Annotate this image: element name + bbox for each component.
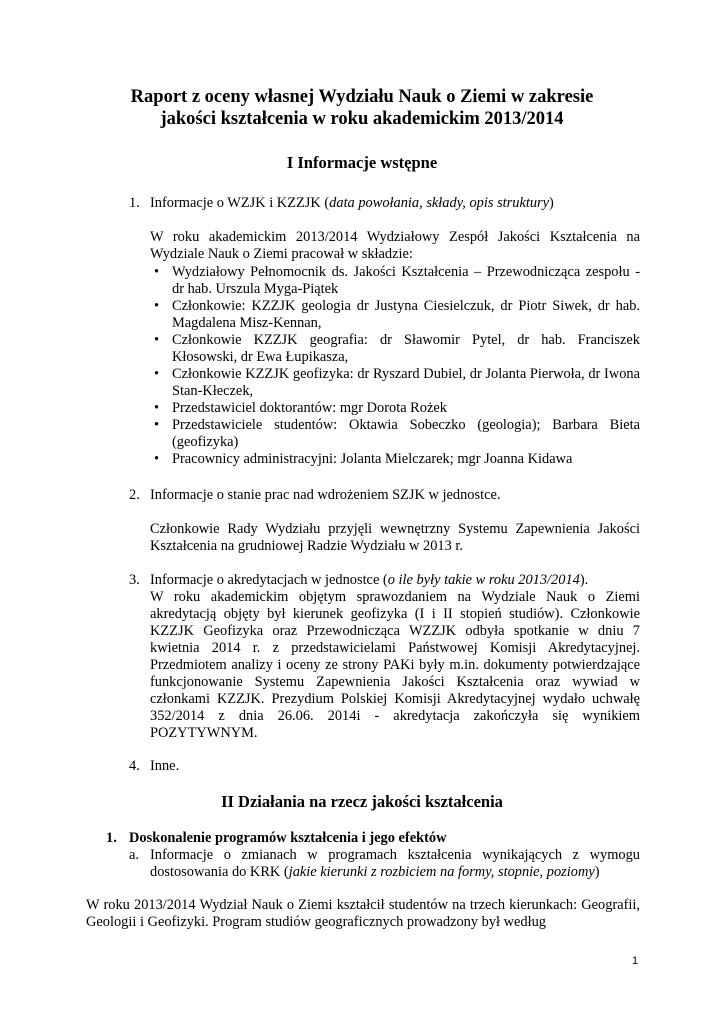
item-3-italic: o ile były takie w roku 2013/2014 <box>387 572 580 588</box>
page-title <box>100 86 624 130</box>
list-item: • Przedstawiciel doktorantów: mgr Dorota Rożek <box>154 400 447 416</box>
list-item: • Członkowie KZZJK geofizyka: dr Ryszard Dubiel, dr Jolanta Pierwoła, dr Iwona Stan-Kłeczek, <box>154 366 640 399</box>
item-3-heading <box>150 572 588 589</box>
page-number: 1 <box>632 955 639 967</box>
section-1-heading: I Informacje wstępne <box>286 153 438 172</box>
title-line-1: Raport z oceny własnej Wydziału Nauk o Ziemi w zakresie <box>130 87 594 107</box>
title-line-2: jakości kształcenia w roku akademickim 2013/2014 <box>160 109 564 129</box>
bullet-icon: • <box>154 298 160 314</box>
committee-list <box>150 264 640 468</box>
bullet-icon: • <box>154 451 160 467</box>
item-1-heading <box>150 195 554 212</box>
section-2-heading: II Działania na rzecz jakości kształcenia <box>221 792 503 811</box>
item-2-number: 2. <box>129 487 140 503</box>
bullet-icon: • <box>154 400 160 416</box>
bullet-icon: • <box>154 417 160 433</box>
bullet-icon: • <box>154 332 160 348</box>
item-1-italic: data powołania, składy, opis struktury <box>329 195 550 211</box>
item-1-number: 1. <box>129 195 140 211</box>
item-1-text: Informacje o WZJK i KZZJK ( <box>150 195 330 211</box>
sub-1a-close: ) <box>594 864 600 880</box>
item-4-number: 4. <box>129 758 140 774</box>
list-item: • Członkowie KZZJK geografia: dr Sławomir Pytel, dr hab. Franciszek Kłosowski, dr Ewa Łupikasza, <box>154 332 640 365</box>
item-3-paragraph: W roku akademickim objętym sprawozdaniem na Wydziale Nauk o Ziemi akredytacją objęty był kierunek geofizyka (I i II stopień studiów). Członkowie KZZJK Geofizyka oraz Przewodnicząca WZZJK odbyła spotkanie w dniu 7 kwietnia 2014 r. z przedstawicielami Państwowej Komisji Akredytacyjnej. Przedmiotem analizy i oceny ze strony PAKi były m.in. dokumenty potwierdzające funkcjonowanie Systemu Zapewnienia Jakości Kształcenia oraz wywiad w członkami KZZJK. Prezydium Polskiej Komisji Akredytacyjnej wydało uchwałę 352/2014 z dnia 26.06. 2014i - akredytacja zakończyła się wynikiem POZYTYWNYM. <box>150 589 640 741</box>
body-paragraph: W roku 2013/2014 Wydział Nauk o Ziemi kształcił studentów na trzech kierunkach: Geografii, Geologii i Geofizyki. Program studiów geograficznych prowadzony był według <box>86 897 640 930</box>
sub-1-number: 1. <box>106 830 117 846</box>
sub-1a-letter: a. <box>129 847 139 863</box>
item-1-paragraph: W roku akademickim 2013/2014 Wydziałowy Zespół Jakości Kształcenia na Wydziale Nauk o Ziemi pracował w składzie: <box>150 229 640 262</box>
sub-1a-italic: jakie kierunki z rozbiciem na formy, stopnie, poziomy <box>288 864 595 880</box>
item-1-close: ) <box>549 195 554 211</box>
list-item: • Pracownicy administracyjni: Jolanta Mielczarek; mgr Joanna Kidawa <box>154 451 573 467</box>
item-3-text: Informacje o akredytacjach w jednostce ( <box>150 572 388 588</box>
list-item: • Przedstawiciele studentów: Oktawia Sobeczko (geologia); Barbara Bieta (geofizyka) <box>154 417 640 450</box>
list-item: • Członkowie: KZZJK geologia dr Justyna Ciesielczuk, dr Piotr Siwek, dr hab. Magdalena Misz-Kennan, <box>154 298 640 331</box>
item-2-paragraph: Członkowie Rady Wydziału przyjęli wewnętrzny Systemu Zapewnienia Jakości Kształcenia na grudniowej Radzie Wydziału w 2013 r. <box>150 521 640 554</box>
item-3-number: 3. <box>129 572 140 588</box>
bullet-icon: • <box>154 264 160 280</box>
sub-1a-text <box>150 847 640 881</box>
list-item: • Wydziałowy Pełnomocnik ds. Jakości Kształcenia – Przewodnicząca zespołu - dr hab. Urszula Myga-Piątek <box>154 264 640 297</box>
item-4-heading: Inne. <box>150 758 180 774</box>
bullet-icon: • <box>154 366 160 382</box>
item-3-close: ). <box>579 572 589 588</box>
sub-1a-body: Informacje o zmianach w programach kształcenia wynikających z wymogu dostosowania do KRK ( <box>150 847 640 880</box>
item-2-heading: Informacje o stanie prac nad wdrożeniem SZJK w jednostce. <box>150 487 501 503</box>
sub-1-heading: Doskonalenie programów kształcenia i jego efektów <box>129 830 447 846</box>
